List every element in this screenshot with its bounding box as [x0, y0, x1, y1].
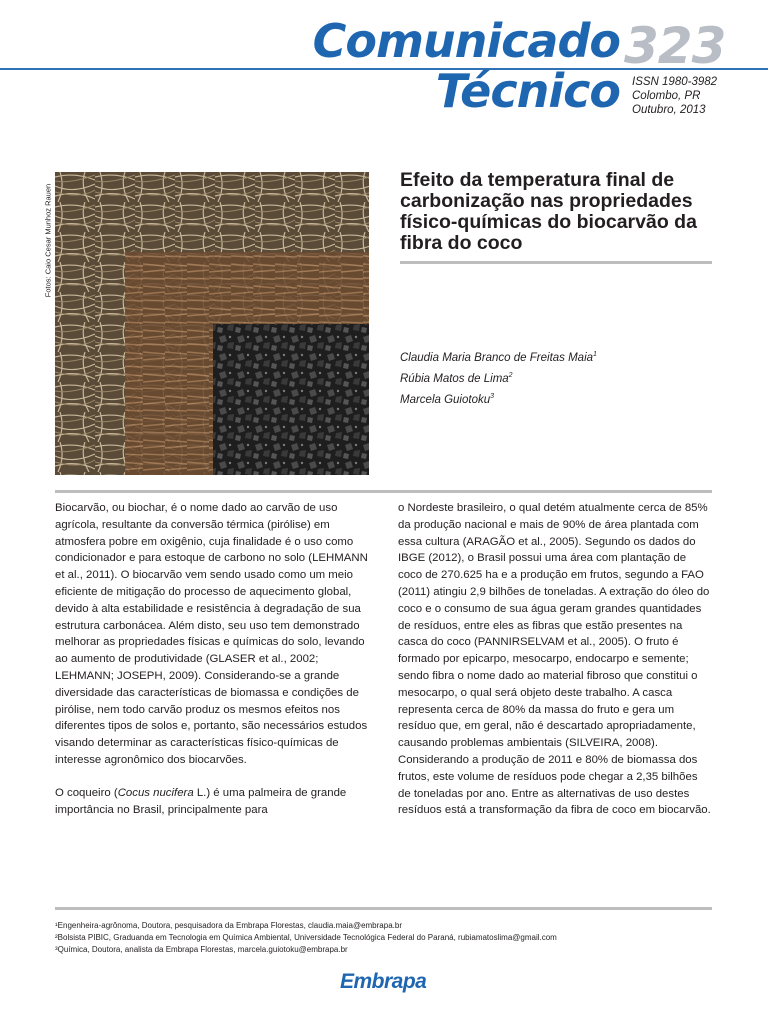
author: Rúbia Matos de Lima$^2$: [400, 371, 513, 385]
paragraph: O coqueiro (Cocus nucifera L.) é uma palmeira de grande importância no Brasil, principalmente para: [55, 786, 347, 816]
title-rule: [400, 261, 712, 264]
publication-date: Outubro, 2013: [632, 104, 706, 116]
location: Colombo, PR: [632, 90, 701, 102]
paragraph: o Nordeste brasileiro, o qual detém atualmente cerca de 85% da produção nacional e mais de 90% de área plantada com essa cultura (ARAGÃO et al., 2005). Segundo os dados do IBGE (2012), o Brasil possui uma área com plantação de coco de 270.625 ha e a produção em frutos, segundo a FAO (2011) atingiu 2,9 bilhões de toneladas. A extração do óleo do coco e o consumo de sua água geram grandes quantidades de resíduos, entre eles as fibras que estão presentes na casca do coco (PANNIRSELVAM et al., 2005). O fruto é formado por epicarpo, mesocarpo, endocarpo e semente; sendo fibra o nome dado ao material fibroso que constitui o mesocarpo, o qual será objeto deste trabalho. A casca representa cerca de 80% da massa do fruto e gera um resíduo que, em geral, não é descartado apropriadamente, causando problemas ambientais (SILVEIRA, 2008). Considerando a produção de 2011 e 80% de biomassa dos frutos, este volume de resíduos pode chegar a 2,35 bilhões de toneladas por ano. Entre as alternativas de uso destes resíduos está a transformação da fibra de coco em biocarvão.: [398, 502, 711, 817]
footnote: ¹Engenheira-agrônoma, Doutora, pesquisadora da Embrapa Florestas, claudia.maia@embrapa.br: [55, 921, 402, 930]
footnotes: [55, 920, 735, 956]
coconut-fiber-collage-image: [55, 172, 369, 475]
author: Marcela Guiotoku$^3$: [400, 392, 495, 406]
body-column-right: [398, 500, 712, 835]
series-title-line2: Técnico: [435, 64, 620, 118]
series-title: [270, 16, 620, 116]
author-list: [400, 346, 720, 408]
publication-meta: [632, 75, 717, 117]
author: Claudia Maria Branco de Freitas Maia$^1$: [400, 351, 597, 364]
footer-rule: [55, 907, 712, 910]
body-column-left: [55, 500, 369, 834]
logo-text: Embrapa: [340, 970, 427, 993]
embrapa-logo: [340, 970, 430, 996]
cover-photo: [55, 172, 369, 475]
issn: ISSN 1980-3982: [632, 76, 718, 88]
issue-number: 323: [624, 17, 726, 75]
photo-credit: [42, 172, 54, 312]
series-title-line1: Comunicado: [312, 14, 620, 68]
photo-credit-text: Fotos: Caio Cesar Munhoz Rauen: [43, 183, 53, 298]
footnote: ²Bolsista PIBIC, Graduanda em Tecnologia em Química Ambiental, Universidade Tecnológica Federal do Paraná, rubiamatoslima@gmail.com: [55, 933, 557, 942]
paragraph: Biocarvão, ou biochar, é o nome dado ao carvão de uso agrícola, resultante da conversão térmica (pirólise) em atmosfera pobre em oxigênio, cuja finalidade é o uso como condicionador e para estoque de carbono no solo (LEHMANN et al., 2011). O biocarvão vem sendo usado como um meio eficiente de mitigação do processo de aquecimento global, devido à alta estabilidade e resistência à degradação de sua estrutura carbonácea. Além disto, seu uso tem demonstrado melhorar as propriedades físicas e químicas do solo, levando ao aumento de produtividade (GLASER et al., 2002; LEHMANN; JOSEPH, 2009). Considerando-se a grande diversidade das características de biomassa e condições de pirólise, nem todo carvão produz os mesmos efeitos nos diferentes tipos de solos e, portanto, são necessários estudos visando determinar as características físico-químicas de interesse agronômico dos biocarvões.: [55, 502, 368, 766]
footnote: ³Química, Doutora, analista da Embrapa Florestas, marcela.guiotoku@embrapa.br: [55, 945, 348, 954]
section-rule: [55, 490, 712, 493]
article-title: Efeito da temperatura final de carbonização nas propriedades físico-químicas do biocarvão da fibra do coco: [400, 169, 697, 254]
species-name: Cocus nucifera: [117, 786, 194, 799]
